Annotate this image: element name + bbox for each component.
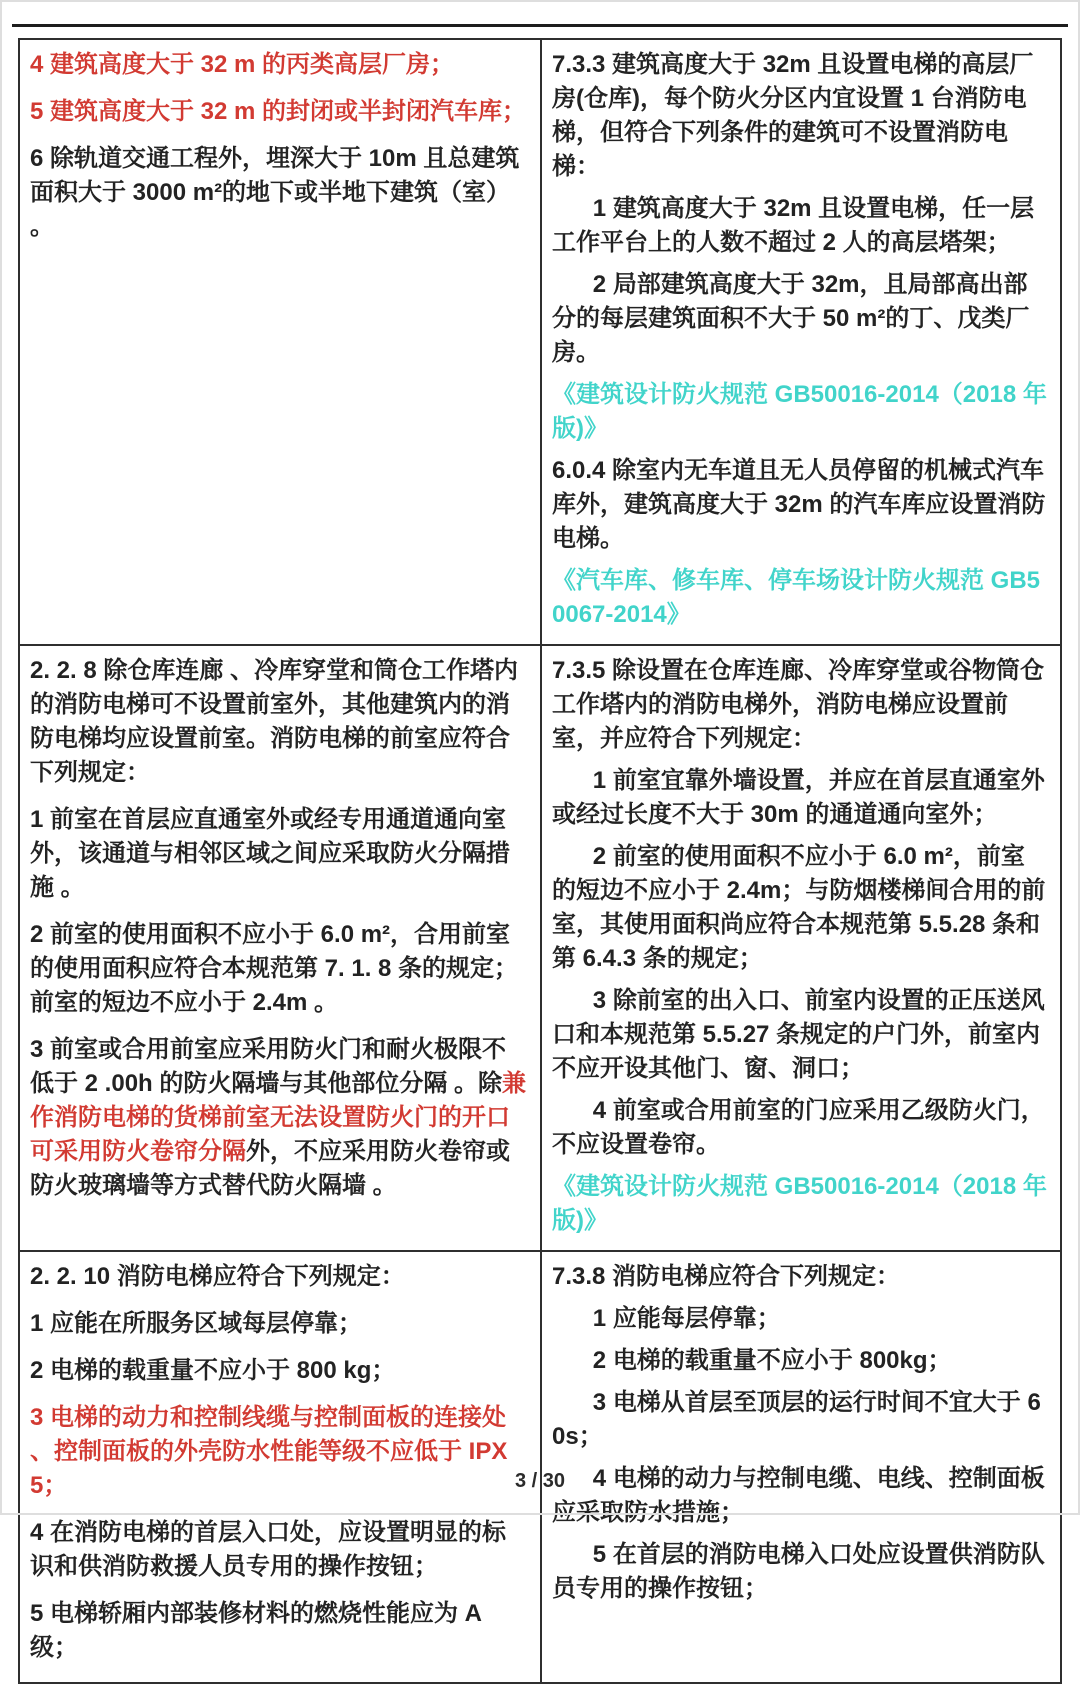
black-text-segment: 5 电梯轿厢内部装修材料的燃烧性能应为 A 级； bbox=[30, 1600, 482, 1661]
black-text-segment: 7.3.3 建筑高度大于 32m 且设置电梯的高层厂房(仓库)，每个防火分区内宜设置 1 台消防电梯，但符合下列条件的建筑可不设置消防电梯： bbox=[552, 51, 1034, 180]
paragraph bbox=[552, 564, 1048, 632]
red-text-segment: 3 电梯的动力和控制线缆与控制面板的连接处 、控制面板的外壳防水性能等级不应低于 IPX 5； bbox=[30, 1404, 508, 1499]
red-text-segment: 兼作消防电梯的货梯前室无法设置防火门的开口可采用防火卷帘分隔 bbox=[30, 1070, 527, 1165]
teal-text-segment: 《建筑设计防火规范 GB50016-2014（2018 年版)》 bbox=[552, 381, 1047, 442]
paragraph bbox=[30, 48, 528, 82]
black-text-segment: 2 电梯的载重量不应小于 800 kg； bbox=[30, 1357, 396, 1384]
table-row bbox=[20, 1250, 1060, 1682]
paragraph bbox=[30, 1033, 528, 1203]
black-text-segment: 1 前室在首层应直通室外或经专用通道通向室外，该通道与相邻区域之间应采取防火分隔措施 。 bbox=[30, 806, 510, 901]
paragraph bbox=[30, 1597, 528, 1665]
black-text-segment: 7.3.8 消防电梯应符合下列规定： bbox=[552, 1263, 901, 1290]
paragraph bbox=[30, 1260, 528, 1294]
paragraph bbox=[552, 840, 1048, 976]
black-text-segment: 4 电梯的动力与控制电缆、电线、控制面板应采取防水措施； bbox=[552, 1465, 1045, 1526]
page-number: 3 / 30 bbox=[514, 1470, 566, 1492]
paragraph bbox=[30, 1354, 528, 1388]
black-text-segment: 1 应能每层停靠； bbox=[592, 1305, 781, 1332]
black-text-segment: 2. 2. 10 消防电梯应符合下列规定： bbox=[30, 1263, 405, 1290]
paragraph bbox=[552, 192, 1048, 260]
black-text-segment: 3 电梯从首层至顶层的运行时间不宜大于 60s； bbox=[552, 1389, 1041, 1450]
paragraph bbox=[552, 1260, 1048, 1294]
black-text-segment: 2 前室的使用面积不应小于 6.0 m²，前室的短边不应小于 2.4m；与防烟楼梯间合用的前室，其使用面积尚应符合本规范第 5.5.28 条和第 6.4.3 条的规定； bbox=[552, 843, 1046, 972]
header-rule bbox=[12, 24, 1068, 27]
black-text-segment: 2 局部建筑高度大于 32m，且局部高出部分的每层建筑面积不大于 50 m²的丁、戊类厂房。 bbox=[552, 271, 1030, 366]
black-text-segment: 1 前室宜靠外墙设置，并应在首层直通室外或经过长度不大于 30m 的通道通向室外； bbox=[552, 767, 1045, 828]
black-text-segment: 7.3.5 除设置在仓库连廊、冷库穿堂或谷物筒仓工作塔内的消防电梯外，消防电梯应设置前室，并应符合下列规定： bbox=[552, 657, 1045, 752]
paragraph bbox=[552, 1344, 1048, 1378]
teal-text-segment: 《汽车库、修车库、停车场设计防火规范 GB50067-2014》 bbox=[552, 567, 1041, 628]
paragraph bbox=[552, 48, 1048, 184]
paragraph bbox=[552, 1386, 1048, 1454]
black-text-segment: 4 前室或合用前室的门应采用乙级防火门，不应设置卷帘。 bbox=[552, 1097, 1045, 1158]
paragraph bbox=[552, 1094, 1048, 1162]
red-text-segment: 5 建筑高度大于 32 m 的封闭或半封闭汽车库； bbox=[30, 98, 527, 125]
paragraph bbox=[30, 1307, 528, 1341]
paragraph bbox=[30, 918, 528, 1020]
paragraph bbox=[30, 803, 528, 905]
paragraph bbox=[552, 1538, 1048, 1606]
paragraph bbox=[30, 1516, 528, 1584]
black-text-segment: 2 前室的使用面积不应小于 6.0 m²，合用前室的使用面积应符合本规范第 7. 1. 8 条的规定；前室的短边不应小于 2.4m 。 bbox=[30, 921, 519, 1016]
paragraph bbox=[552, 1170, 1048, 1238]
paragraph bbox=[552, 654, 1048, 756]
black-text-segment: 4 在消防电梯的首层入口处，应设置明显的标识和供消防救援人员专用的操作按钮； bbox=[30, 1519, 507, 1580]
black-text-segment: 2 电梯的载重量不应小于 800kg； bbox=[592, 1347, 952, 1374]
paragraph bbox=[30, 142, 528, 244]
regulation-comparison-table bbox=[18, 38, 1062, 1684]
table-cell-right bbox=[540, 40, 1060, 644]
paragraph bbox=[552, 454, 1048, 556]
paragraph bbox=[552, 764, 1048, 832]
black-text-segment: 6.0.4 除室内无车道且无人员停留的机械式汽车库外，建筑高度大于 32m 的汽车库应设置消防电梯。 bbox=[552, 457, 1046, 552]
table-cell-left bbox=[20, 1252, 540, 1682]
black-text-segment: 5 在首层的消防电梯入口处应设置供消防队员专用的操作按钮； bbox=[552, 1541, 1045, 1602]
table-row bbox=[20, 644, 1060, 1250]
table-cell-right bbox=[540, 1252, 1060, 1682]
paragraph bbox=[552, 1302, 1048, 1336]
paragraph bbox=[30, 654, 528, 790]
black-text-segment: 2. 2. 8 除仓库连廊 、冷库穿堂和筒仓工作塔内的消防电梯可不设置前室外，其他建筑内的消防电梯均应设置前室。消防电梯的前室应符合下列规定： bbox=[30, 657, 519, 786]
paragraph bbox=[552, 378, 1048, 446]
paragraph bbox=[552, 984, 1048, 1086]
table-cell-left bbox=[20, 646, 540, 1250]
paragraph bbox=[552, 268, 1048, 370]
table-row bbox=[20, 40, 1060, 644]
table-cell-left bbox=[20, 40, 540, 644]
black-text-segment: 3 除前室的出入口、前室内设置的正压送风口和本规范第 5.5.27 条规定的户门外，前室内不应开设其他门、窗、洞口； bbox=[552, 987, 1045, 1082]
black-text-segment: 6 除轨道交通工程外，埋深大于 10m 且总建筑面积大于 3000 m²的地下或半地下建筑（室） 。 bbox=[30, 145, 520, 240]
black-text-segment: 3 前室或合用前室应采用防火门和耐火极限不低于 2 .00h 的防火隔墙与其他部位分隔 。除 bbox=[30, 1036, 507, 1097]
teal-text-segment: 《建筑设计防火规范 GB50016-2014（2018 年版)》 bbox=[552, 1173, 1047, 1234]
black-text-segment: 1 建筑高度大于 32m 且设置电梯，任一层工作平台上的人数不超过 2 人的高层塔架； bbox=[552, 195, 1035, 256]
red-text-segment: 4 建筑高度大于 32 m 的丙类高层厂房； bbox=[30, 51, 455, 78]
table-cell-right bbox=[540, 646, 1060, 1250]
paragraph bbox=[30, 95, 528, 129]
black-text-segment: 外，不应采用防火卷帘或防火玻璃墙等方式替代防火隔墙 。 bbox=[30, 1138, 510, 1199]
black-text-segment: 1 应能在所服务区域每层停靠； bbox=[30, 1310, 363, 1337]
